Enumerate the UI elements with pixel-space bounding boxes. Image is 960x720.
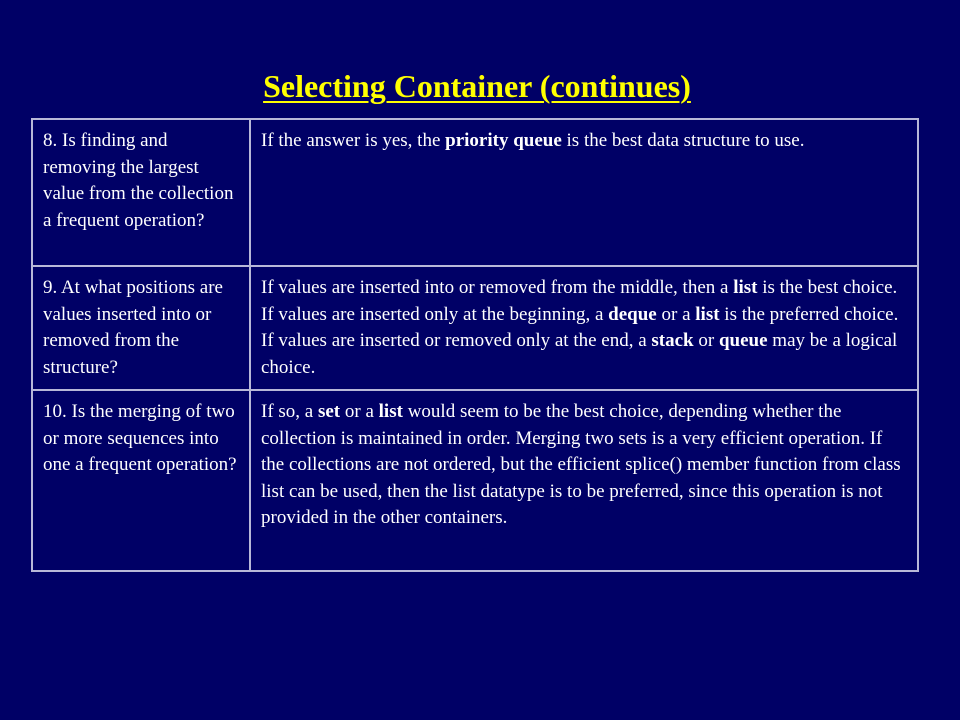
keyword-queue: queue [718,330,768,351]
answer-text: is the best data structure to use. [561,130,805,151]
answer-text: If so, a [261,401,318,422]
answer-text: or [693,330,719,351]
answer-text: If values are inserted into or removed from the middle, then a [261,277,734,298]
question-cell: 8. Is finding and removing the largest value from the collection a frequent operation? [32,119,250,266]
table-row [32,119,918,266]
question-cell: 9. At what positions are values inserted into or removed from the structure? [32,266,250,390]
table-row [32,266,918,390]
answer-text: is the preferred choice. If values are inserted or removed only at the end, a [261,303,899,351]
answer-text: is the best choice. If values are inserted only at the beginning, a [261,277,898,325]
answer-text: If the answer is yes, the [261,130,446,151]
table-row [32,390,918,571]
keyword-stack: stack [651,330,694,351]
keyword-deque: deque [608,303,657,325]
container-selection-table [31,118,919,572]
keyword-set: set [317,401,341,422]
answer-text: or a [656,303,696,325]
answer-cell [250,119,918,266]
answer-text: may be a logical choice. [261,330,898,378]
page-title: Selecting Container (continues) [263,68,691,104]
question-cell: 10. Is the merging of two or more sequences into one a frequent operation? [32,390,250,571]
keyword-priority-queue: priority queue [445,130,562,151]
keyword-list: list [733,277,758,298]
answer-text: would seem to be the best choice, depending whether the collection is maintained in order. Merging two sets is a very efficient operation. If the collections are not ordered, but the efficient splice() member function from class list can be used, then the list datatype is to be preferred, since this operation is not provided in the other containers. [261,401,901,528]
answer-cell [250,390,918,571]
keyword-list: list [695,303,720,325]
answer-cell [250,266,918,390]
keyword-list: list [378,401,403,422]
answer-text: or a [340,401,379,422]
